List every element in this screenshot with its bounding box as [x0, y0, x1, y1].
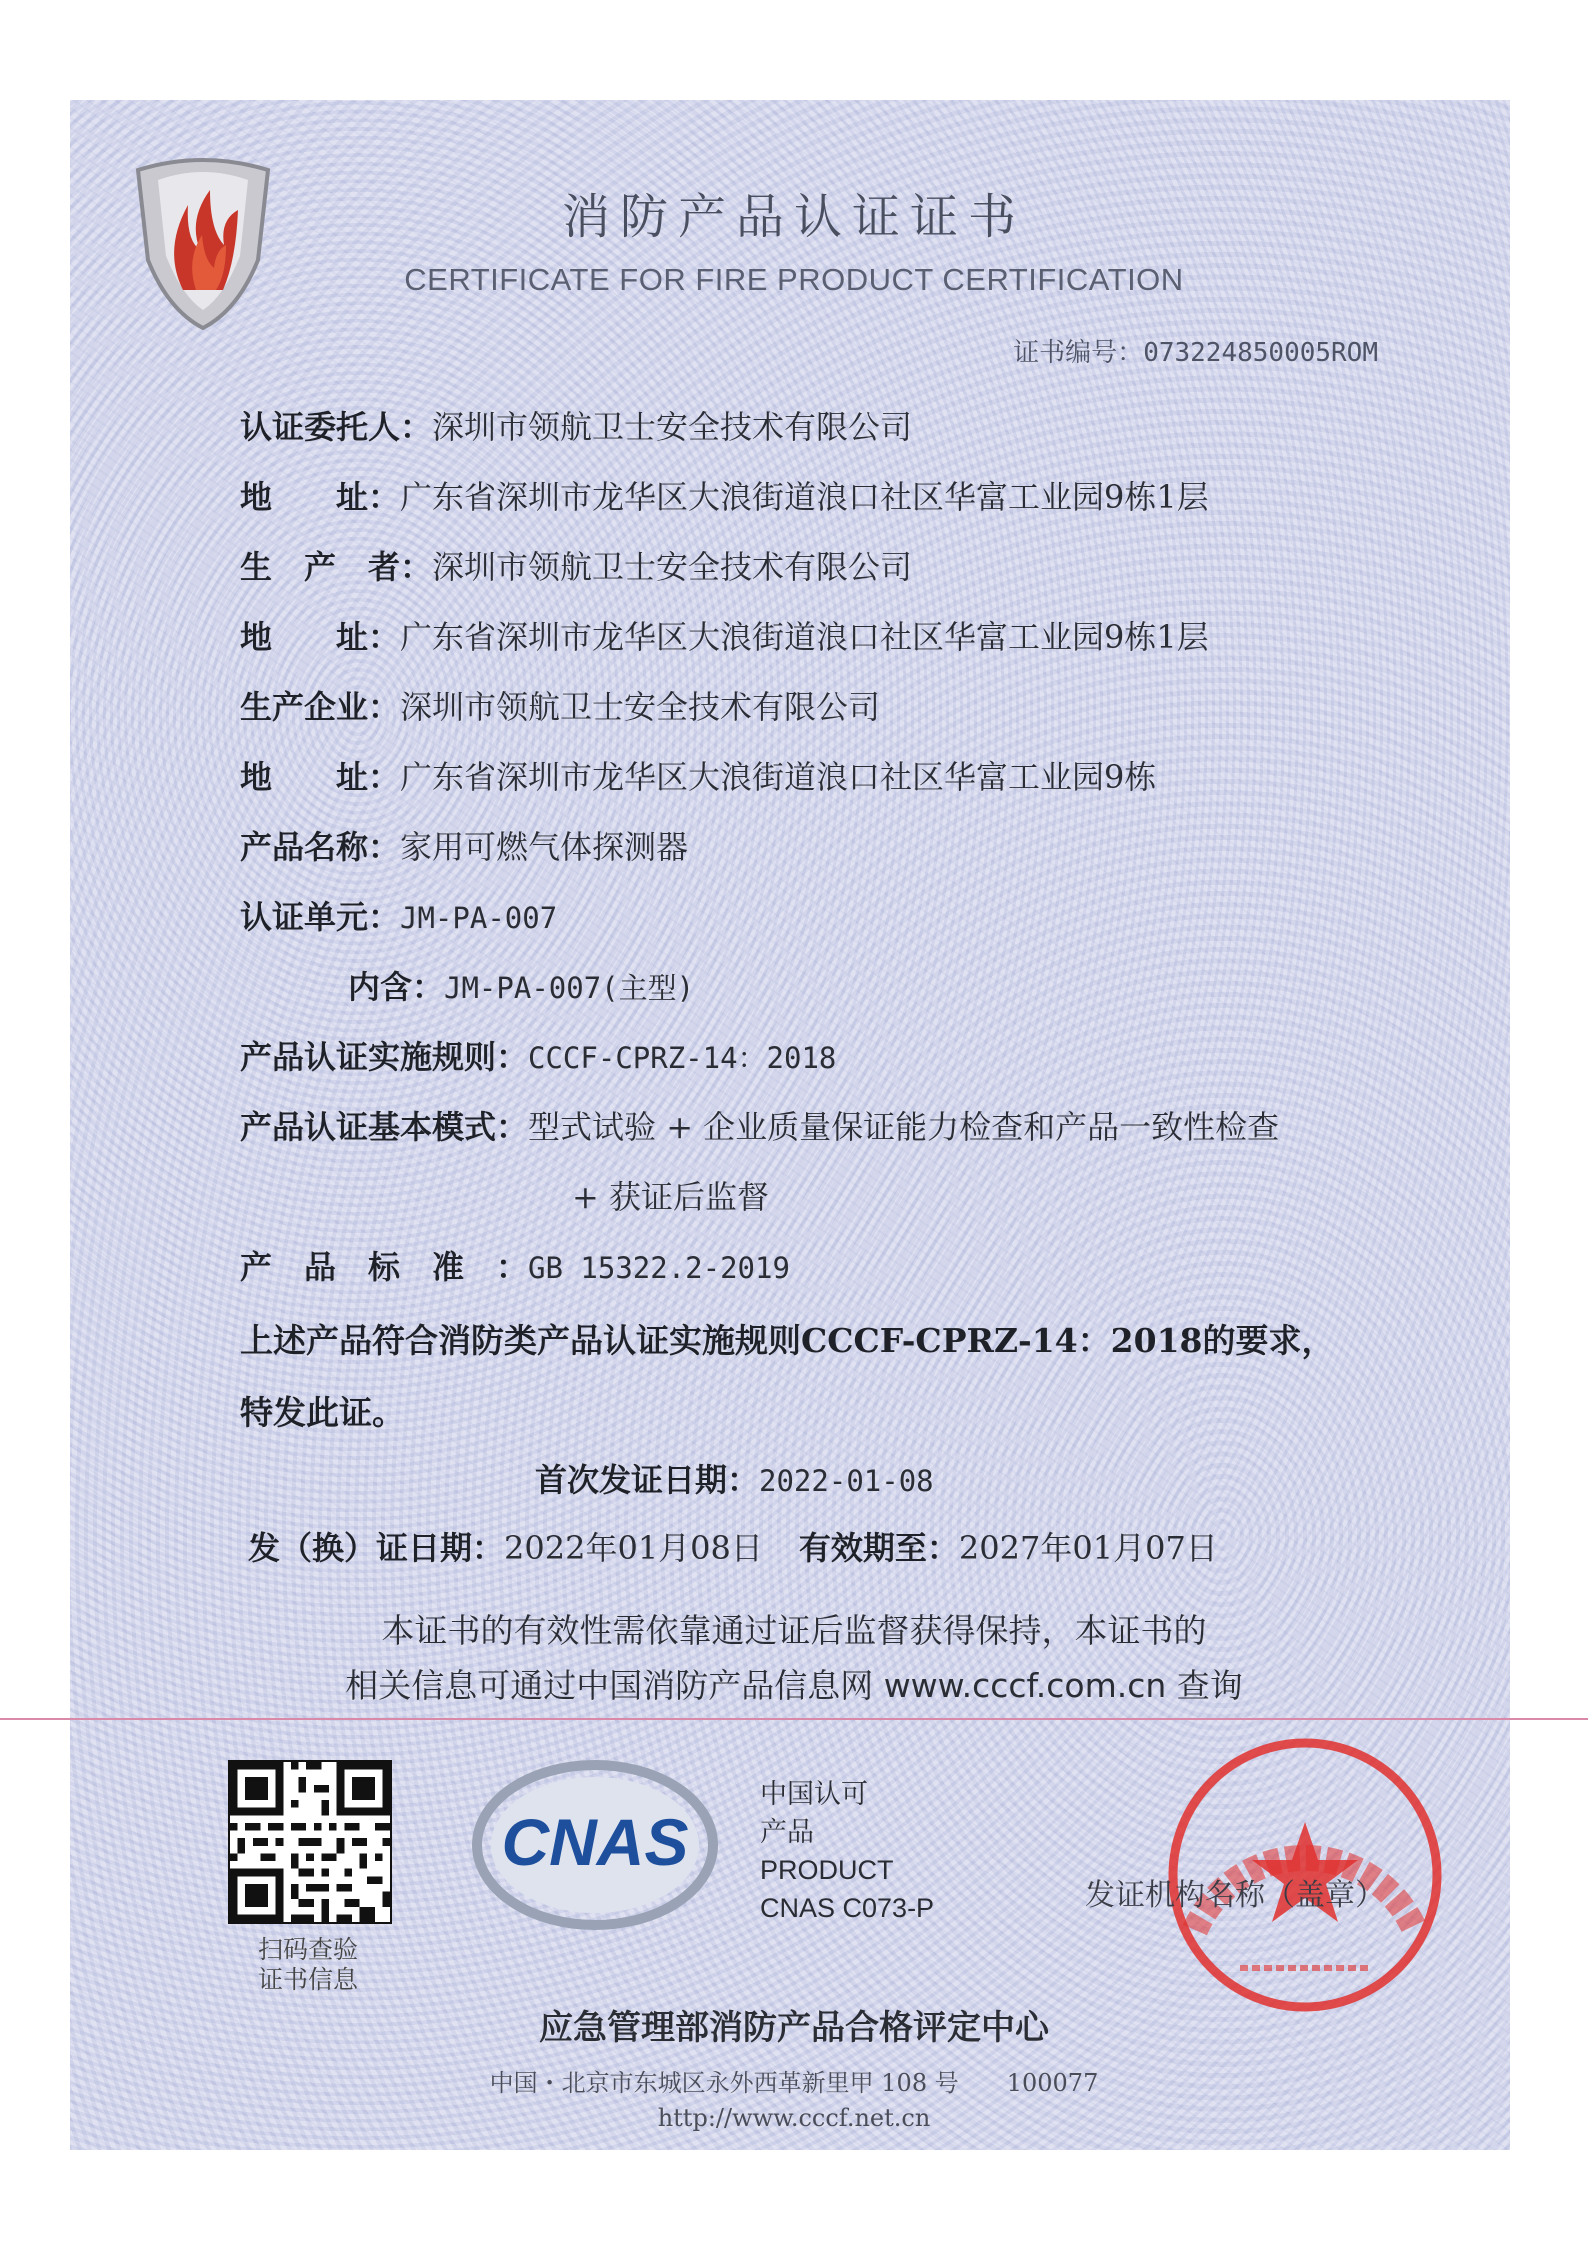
client-address-value: 广东省深圳市龙华区大浪街道浪口社区华富工业园9栋1层 — [400, 478, 1209, 516]
row-first-issue — [535, 1455, 934, 1501]
issue-date-label: 发（换）证日期： — [248, 1529, 505, 1567]
client-value: 深圳市领航卫士安全技术有限公司 — [432, 408, 913, 446]
mode-label: 产品认证基本模式： — [240, 1108, 529, 1146]
row-client — [240, 402, 912, 448]
qr-caption-line1: 扫码查验 — [257, 1935, 358, 1964]
factory-address-label: 地 址： — [240, 758, 401, 796]
includes-label: 内含： — [348, 968, 445, 1006]
first-issue-value: 2022-01-08 — [759, 1464, 934, 1498]
cnas-logo-text: CNAS — [501, 1805, 689, 1879]
cnas-line4: CNAS C073-P — [760, 1893, 935, 1923]
factory-label: 生产企业： — [240, 688, 401, 726]
factory-value: 深圳市领航卫士安全技术有限公司 — [400, 688, 881, 726]
row-rules — [240, 1032, 836, 1078]
unit-value: JM-PA-007 — [400, 901, 558, 935]
cert-no-label: 证书编号： — [1013, 338, 1144, 368]
row-factory-address — [240, 752, 1156, 798]
cnas-line1: 中国认可 — [760, 1779, 868, 1809]
row-producer-address — [240, 612, 1209, 658]
row-issue-dates — [248, 1523, 1218, 1569]
qr-caption-line2: 证书信息 — [257, 1965, 358, 1994]
mode-value-line1: 型式试验 + 企业质量保证能力检查和产品一致性检查 — [528, 1108, 1280, 1146]
cnas-logo-icon — [470, 1760, 720, 1930]
product-name-value: 家用可燃气体探测器 — [400, 828, 689, 866]
rules-label: 产品认证实施规则： — [240, 1038, 529, 1076]
includes-value: JM-PA-007(主型) — [444, 971, 695, 1005]
cnas-line3: PRODUCT — [760, 1855, 894, 1885]
validity-notice-line2: 相关信息可通过中国消防产品信息网 www.cccf.com.cn 查询 — [345, 1666, 1243, 1705]
validity-notice-line1: 本证书的有效性需依靠通过证后监督获得保持，本证书的 — [381, 1611, 1207, 1650]
producer-address-label: 地 址： — [240, 618, 401, 656]
qr-caption — [228, 1935, 388, 1995]
factory-address-value: 广东省深圳市龙华区大浪街道浪口社区华富工业园9栋 — [400, 758, 1157, 796]
producer-value: 深圳市领航卫士安全技术有限公司 — [432, 548, 913, 586]
row-standard — [240, 1242, 790, 1288]
producer-address-value: 广东省深圳市龙华区大浪街道浪口社区华富工业园9栋1层 — [400, 618, 1209, 656]
row-includes — [348, 962, 694, 1008]
cnas-line2: 产品 — [760, 1817, 814, 1847]
row-product-name — [240, 822, 688, 868]
standard-value: GB 15322.2-2019 — [528, 1251, 790, 1285]
mode-value-line2: + 获证后监督 — [572, 1178, 769, 1216]
row-factory — [240, 682, 880, 728]
row-producer — [240, 542, 912, 588]
standard-label: 产 品 标 准 ： — [240, 1248, 529, 1286]
divider-line — [0, 1718, 1588, 1720]
certificate-title-en: CERTIFICATE FOR FIRE PRODUCT CERTIFICATION — [404, 262, 1184, 297]
row-client-address — [240, 472, 1209, 518]
client-address-label: 地 址： — [240, 478, 401, 516]
producer-label: 生 产 者： — [240, 548, 433, 586]
organization-address: 中国・北京市东城区永外西革新里甲 108 号 100077 — [489, 2069, 1099, 2097]
valid-until-label: 有效期至： — [798, 1529, 959, 1567]
row-mode-cont — [572, 1172, 769, 1218]
issuing-organization: 应急管理部消防产品合格评定中心 — [539, 2008, 1049, 2048]
rules-value: CCCF-CPRZ-14：2018 — [528, 1041, 837, 1075]
issuer-label: 发证机构名称（盖章） — [1085, 1878, 1385, 1913]
valid-until-value: 2027年01月07日 — [958, 1529, 1218, 1567]
row-unit — [240, 892, 557, 938]
issue-date-value: 2022年01月08日 — [504, 1529, 763, 1567]
certificate-title-cn: 消防产品认证证书 — [561, 189, 1026, 245]
first-issue-label: 首次发证日期： — [535, 1461, 760, 1499]
client-label: 认证委托人： — [240, 408, 433, 446]
certificate-number — [1013, 332, 1378, 369]
unit-label: 认证单元： — [240, 898, 401, 936]
cnas-info — [760, 1775, 934, 1927]
row-mode — [240, 1102, 1279, 1148]
organization-url[interactable]: http://www.cccf.net.cn — [657, 2104, 931, 2132]
cert-no-value: 073224850005ROM — [1143, 338, 1378, 368]
certification-statement: 上述产品符合消防类产品认证实施规则CCCF-CPRZ-14：2018的要求，特发此证。 — [240, 1321, 1335, 1432]
qr-code-icon[interactable] — [228, 1760, 392, 1924]
product-name-label: 产品名称： — [240, 828, 401, 866]
